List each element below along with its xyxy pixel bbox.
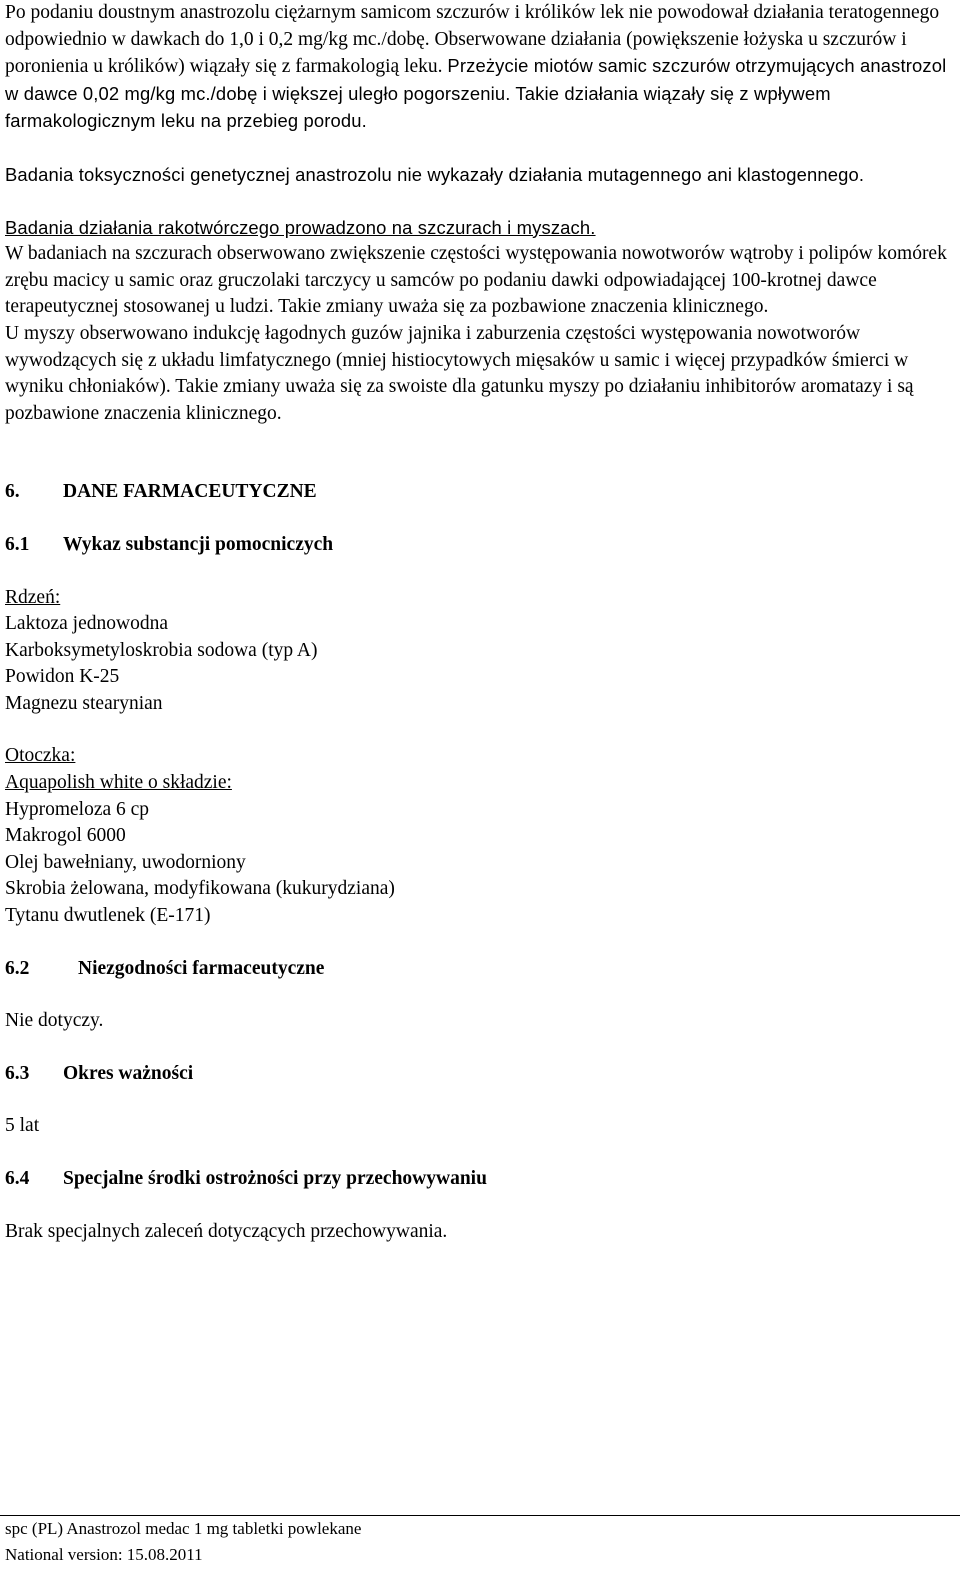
list-item: Olej bawełniany, uwodorniony (5, 851, 246, 873)
list-item: Makrogol 6000 (5, 825, 126, 847)
section-6-1-title: Wykaz substancji pomocniczych (63, 533, 334, 555)
footer-document-title: spc (PL) Anastrozol medac 1 mg tabletki powlekane (5, 1519, 362, 1538)
carcinogenicity-rats-paragraph: W badaniach na szczurach obserwowano zwiększenie częstości występowania nowotworów wątroby i polipów komórek zrębu macicy u samic oraz gruczolaki tarczycy u samców po podaniu dawki odpowiadającej 100-krotnej dawce terapeutycznej stosowanej u ludzi. Takie zmiany uważa się za pozbawione znaczenia klinicznego. (5, 243, 947, 318)
section-6-4-body: Brak specjalnych zaleceń dotyczących przechowywania. (5, 1220, 448, 1242)
section-6-1-heading (5, 532, 955, 559)
section-6-title: DANE FARMACEUTYCZNE (63, 481, 317, 503)
document-page (5, 0, 955, 1245)
section-6-3-body: 5 lat (5, 1115, 40, 1137)
list-item: Laktoza jednowodna (5, 613, 168, 635)
coating-sublabel: Aquapolish white o składzie: (5, 772, 232, 794)
section-6-1-number: 6.1 (5, 533, 30, 555)
list-item: Magnezu stearynian (5, 692, 163, 714)
list-item: Karboksymetyloskrobia sodowa (typ A) (5, 639, 318, 661)
list-item: Hypromeloza 6 cp (5, 798, 150, 820)
intro-teratogenicity-text: Po podaniu doustnym anastrozolu ciężarnym samicom szczurów i królików lek nie powodował działania teratogennego odpowiednio w dawkach do 1,0 i 0,2 mg/kg mc./dobę. Obserwowane działania (powiększenie łożyska u szczurów i poronienia u królików) wiązały się z farmakologią leku. (5, 2, 940, 78)
section-6-3-number: 6.3 (5, 1062, 30, 1084)
intro-litter-survival-text: Przeżycie miotów samic szczurów otrzymujących anastrozol w dawce 0,02 mg/kg mc./dobę i większej uległo pogorszeniu. Takie działania wiązały się z wpływem farmakologicznym leku na przebieg porodu. (5, 55, 947, 132)
intro-genotoxicity-paragraph: Badania toksyczności genetycznej anastrozolu nie wykazały działania mutagennego ani klastogennego. (5, 163, 865, 185)
page-footer (0, 1515, 960, 1568)
section-6-2-title: Niezgodności farmaceutyczne (78, 957, 325, 979)
section-6-4-heading (5, 1166, 955, 1193)
section-6-4-number: 6.4 (5, 1168, 30, 1189)
core-label: Rdzeń: (5, 586, 61, 608)
coating-label: Otoczka: (5, 745, 76, 767)
list-item: Powidon K-25 (5, 666, 120, 688)
section-6-4-title: Specjalne środki ostrożności przy przechowywaniu (63, 1168, 487, 1189)
footer-version: National version: 15.08.2011 (5, 1545, 203, 1564)
section-6-number: 6. (5, 481, 20, 503)
carcinogenicity-mice-paragraph: U myszy obserwowano indukcję łagodnych guzów jajnika i zaburzenia częstości występowania nowotworów wywodzących się z układu limfatycznego (mniej histiocytowych mięsaków u samic i więcej przypadków śmierci w wyniku chłoniaków). Takie zmiany uważa się za swoiste dla gatunku myszy po działaniu inhibitorów aromatazy i są pozbawione znaczenia klinicznego. (5, 322, 914, 424)
section-6-2-heading (5, 956, 955, 983)
section-6-3-title: Okres ważności (63, 1062, 194, 1084)
section-6-2-body: Nie dotyczy. (5, 1010, 104, 1032)
list-item: Skrobia żelowana, modyfikowana (kukurydziana) (5, 878, 395, 900)
section-6-3-heading (5, 1061, 955, 1088)
carcinogenicity-heading: Badania działania rakotwórczego prowadzono na szczurach i myszach. (5, 216, 596, 238)
core-excipients-list (5, 611, 955, 717)
coating-excipients-list (5, 797, 955, 930)
list-item: Tytanu dwutlenek (E-171) (5, 905, 211, 927)
section-6-2-number: 6.2 (5, 957, 30, 979)
section-6-heading (5, 479, 955, 506)
intro-paragraph-teratogenicity (5, 0, 955, 136)
